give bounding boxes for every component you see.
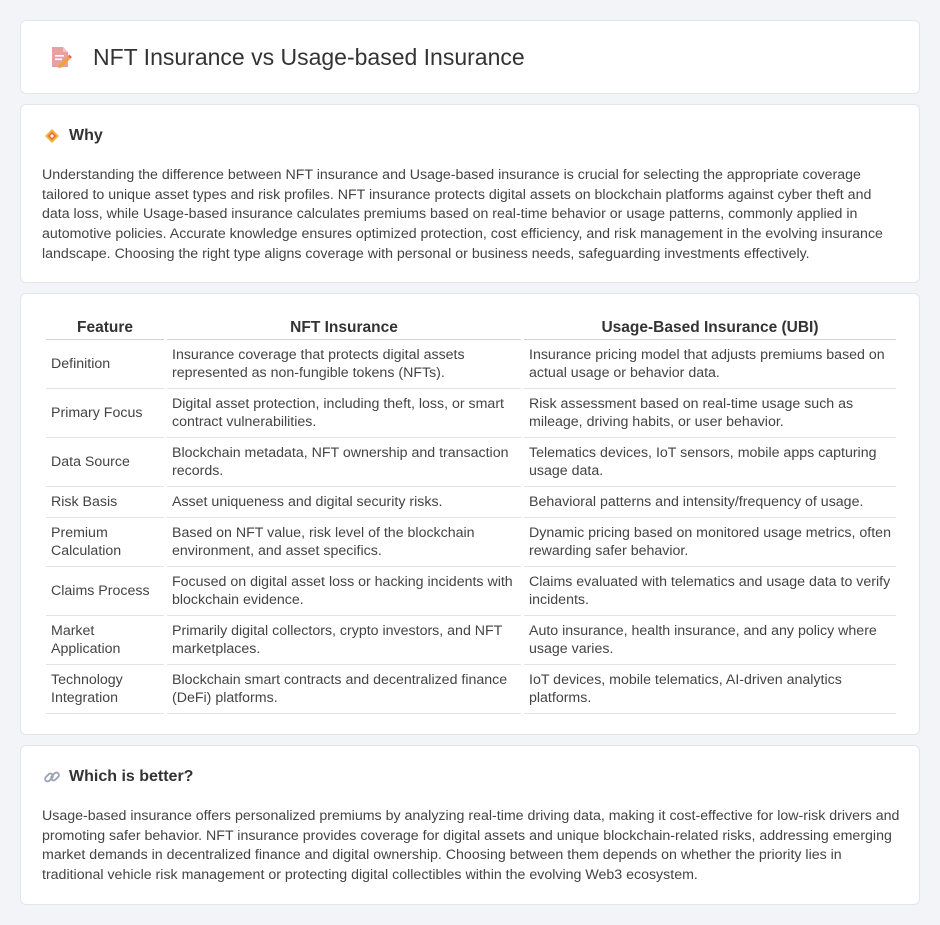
table-row <box>46 567 896 616</box>
document-pencil-icon <box>47 44 73 70</box>
comparison-table <box>43 316 899 714</box>
page-title: NFT Insurance vs Usage-based Insurance <box>93 43 525 70</box>
table-row <box>46 340 896 389</box>
better-heading <box>43 768 193 786</box>
diamond-bullet-icon <box>43 127 61 145</box>
table-row <box>46 487 896 518</box>
comparison-table-card <box>20 293 920 735</box>
row-feature: Technology Integration <box>46 665 164 714</box>
why-section <box>20 104 920 283</box>
column-header-ubi: Usage-Based Insurance (UBI) <box>524 316 896 340</box>
row-nft-value: Blockchain smart contracts and decentralized finance (DeFi) platforms. <box>167 665 521 714</box>
row-feature: Data Source <box>46 438 164 487</box>
row-ubi-value: Auto insurance, health insurance, and any policy where usage varies. <box>524 616 896 665</box>
column-header-feature: Feature <box>46 316 164 340</box>
row-feature: Risk Basis <box>46 487 164 518</box>
row-nft-value: Asset uniqueness and digital security risks. <box>167 487 521 518</box>
row-ubi-value: Telematics devices, IoT sensors, mobile apps capturing usage data. <box>524 438 896 487</box>
column-header-nft: NFT Insurance <box>167 316 521 340</box>
row-ubi-value: Dynamic pricing based on monitored usage metrics, often rewarding safer behavior. <box>524 518 896 567</box>
better-title: Which is better? <box>69 768 194 785</box>
table-row <box>46 518 896 567</box>
row-ubi-value: Risk assessment based on real-time usage such as mileage, driving habits, or user behavior. <box>524 389 896 438</box>
table-row <box>46 438 896 487</box>
row-feature: Claims Process <box>46 567 164 616</box>
table-row <box>46 616 896 665</box>
row-feature: Definition <box>46 340 164 389</box>
row-nft-value: Primarily digital collectors, crypto investors, and NFT marketplaces. <box>167 616 521 665</box>
table-row <box>46 665 896 714</box>
row-nft-value: Focused on digital asset loss or hacking incidents with blockchain evidence. <box>167 567 521 616</box>
row-nft-value: Based on NFT value, risk level of the blockchain environment, and asset specifics. <box>167 518 521 567</box>
row-ubi-value: Claims evaluated with telematics and usage data to verify incidents. <box>524 567 896 616</box>
table-header-row <box>46 316 896 340</box>
table-row <box>46 389 896 438</box>
row-feature: Primary Focus <box>46 389 164 438</box>
why-heading <box>43 127 103 145</box>
header-card <box>20 20 920 94</box>
row-feature: Market Application <box>46 616 164 665</box>
title-row <box>21 21 919 93</box>
which-is-better-section <box>20 745 920 905</box>
link-icon <box>43 768 61 786</box>
row-feature: Premium Calculation <box>46 518 164 567</box>
row-ubi-value: IoT devices, mobile telematics, AI-driven analytics platforms. <box>524 665 896 714</box>
why-title: Why <box>69 127 103 144</box>
row-nft-value: Blockchain metadata, NFT ownership and transaction records. <box>167 438 521 487</box>
row-ubi-value: Behavioral patterns and intensity/frequency of usage. <box>524 487 896 518</box>
why-text: Understanding the difference between NFT insurance and Usage-based insurance is crucial for selecting the appropriate coverage tailored to unique asset types and risk profiles. NFT insurance protects digital assets on blockchain platforms against cyber theft and data loss, while Usage-based insurance calculates premiums based on real-time behavior or usage patterns, commonly applied in automotive policies. Accurate knowledge ensures optimized protection, cost efficiency, and risk management in the evolving insurance landscape. Choosing the right type aligns coverage with personal or business needs, safeguarding investments effectively. <box>42 167 883 262</box>
better-text: Usage-based insurance offers personalized premiums by analyzing real-time driving data, making it cost-effective for low-risk drivers and promoting safer behavior. NFT insurance provides coverage for digital assets and unique blockchain-related risks, addressing emerging market demands in decentralized finance and digital ownership. Choosing between them depends on whether the priority lies in traditional vehicle risk management or protecting digital collectibles within the evolving Web3 ecosystem. <box>42 808 900 884</box>
row-ubi-value: Insurance pricing model that adjusts premiums based on actual usage or behavior data. <box>524 340 896 389</box>
row-nft-value: Insurance coverage that protects digital assets represented as non-fungible tokens (NFTs). <box>167 340 521 389</box>
row-nft-value: Digital asset protection, including theft, loss, or smart contract vulnerabilities. <box>167 389 521 438</box>
